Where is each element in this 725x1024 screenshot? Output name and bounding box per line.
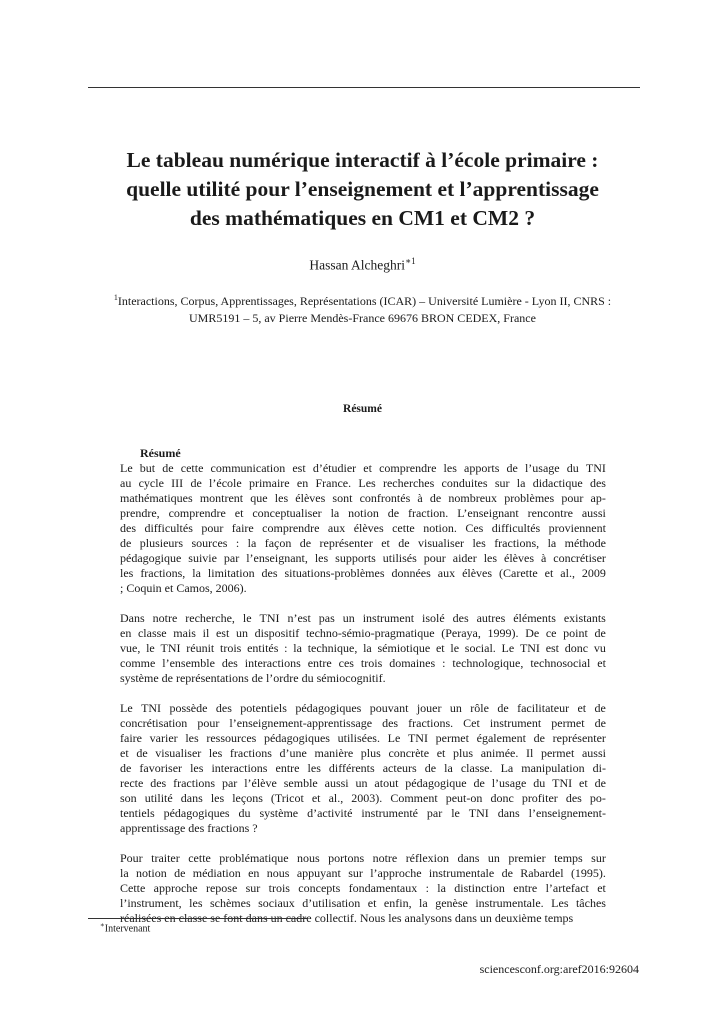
paper-title bbox=[60, 146, 665, 233]
paragraph-line: et de visualiser les fractions d’une manière plus concrète et plus animée. Il permet aussi bbox=[120, 746, 606, 760]
page-identifier: sciencesconf.org:aref2016:92604 bbox=[479, 962, 639, 976]
paragraph-line: Le TNI possède des potentiels pédagogiques pouvant jouer un rôle de facilitateur et de bbox=[120, 701, 606, 715]
paragraph-line: l’instrument, les schèmes sociaux d’utilisation et enfin, la genèse instrumentale. Les tâches bbox=[120, 896, 606, 910]
paragraph-line: ; Coquin et Camos, 2006). bbox=[120, 581, 247, 595]
paragraph-line: système de représentations de l’ordre du sémiocognitif. bbox=[120, 671, 386, 685]
paragraph-line: les fractions, la limitation des situations-problèmes données aux élèves (Carette et al., 2009 bbox=[120, 566, 606, 580]
paragraph-line: faire varier les ressources pédagogiques utilisées. Le TNI permet également de représenter bbox=[120, 731, 606, 745]
paragraph-line: au cycle III de l’école primaire en France. Les recherches conduites sur la didactique des bbox=[120, 476, 606, 490]
paragraph-line: concrétisation pour l’enseignement-apprentissage des fractions. Cet instrument permet de bbox=[120, 716, 606, 730]
title-line: des mathématiques en CM1 et CM2 ? bbox=[189, 206, 536, 230]
header-rule bbox=[88, 87, 640, 88]
abstract bbox=[120, 446, 606, 941]
paragraph-line: réalisées en classe se font dans un cadre collectif. Nous les analysons dans un deuxième temps bbox=[120, 911, 574, 925]
paragraph-line: Cette approche repose sur trois concepts fondamentaux : la distinction entre l’artefact et bbox=[120, 881, 606, 895]
title-line: quelle utilité pour l’enseignement et l’apprentissage bbox=[126, 177, 599, 201]
paragraph-line: Dans notre recherche, le TNI n’est pas un instrument isolé des autres éléments existants bbox=[120, 611, 606, 625]
paragraph-line: de plusieurs sources : la façon de représenter et de visualiser les fractions, la méthode bbox=[120, 536, 606, 550]
affiliation-line: UMR5191 – 5, av Pierre Mendès-France 69676 BRON CEDEX, France bbox=[189, 311, 536, 325]
author-line bbox=[0, 256, 725, 274]
paragraph-line: vue, le TNI réunit trois entités : la technique, la sémiotique et le social. Le TNI est donc vu bbox=[120, 641, 606, 655]
paragraph bbox=[120, 461, 606, 596]
affiliation-line: Interactions, Corpus, Apprentissages, Représentations (ICAR) – Université Lumière - Lyon II, CNRS : bbox=[117, 294, 612, 308]
paragraph-line: mathématiques montrent que les élèves sont confrontés à de nombreux problèmes pour ap- bbox=[120, 491, 606, 505]
paragraph-line: Le but de cette communication est d’étudier et comprendre les apports de l’usage du TNI bbox=[120, 461, 606, 475]
footnote bbox=[100, 921, 150, 934]
section-heading: Résumé bbox=[343, 403, 382, 415]
paragraph-line: apprentissage des fractions ? bbox=[120, 821, 258, 835]
paragraph bbox=[120, 701, 606, 836]
footnote-rule bbox=[88, 918, 308, 919]
paragraph bbox=[120, 611, 606, 686]
paragraph-line: en classe mais il est un dispositif techno-sémio-pragmatique (Peraya, 1999). De ce point de bbox=[120, 626, 606, 640]
paragraph-line: de favoriser les interactions entre les différents acteurs de la classe. La manipulation di- bbox=[120, 761, 606, 775]
paragraph bbox=[120, 851, 606, 926]
author-marks: ∗1 bbox=[404, 256, 416, 266]
paragraph-line: prendre, comprendre et conceptualiser la notion de fraction. L’enseignant rencontre aussi bbox=[120, 506, 606, 520]
footnote-mark: ∗ bbox=[100, 921, 105, 929]
paragraph-line: Pour traiter cette problématique nous portons notre réflexion dans un premier temps sur bbox=[120, 851, 606, 865]
paragraph-line: recte des fractions par l’élève semble aussi un atout pédagogique de l’usage du TNI et de bbox=[120, 776, 606, 790]
paragraph-line: tentiels pédagogiques du système d’activité instrumenté par le TNI dans l’enseignement- bbox=[120, 806, 606, 820]
paragraph-line: comme l’ensemble des interactions entre ces trois domaines : technologique, technosocial et bbox=[120, 656, 606, 670]
abstract-body bbox=[120, 461, 606, 926]
paragraph-line: des difficultés pour faire comprendre aux élèves cette notion. Ces difficultés proviennent bbox=[120, 521, 606, 535]
author-name: Hassan Alcheghri bbox=[309, 257, 405, 273]
footnote-text: Intervenant bbox=[104, 923, 151, 935]
paragraph-line: la notion de médiation en nous appuyant sur l’approche instrumentale de Rabardel (1995). bbox=[120, 866, 606, 880]
paragraph-line: son utilité dans les leçons (Tricot et al., 2003). Comment peut-on donc profiter des po- bbox=[120, 791, 606, 805]
abstract-label: Résumé bbox=[140, 446, 181, 460]
paragraph-line: pédagogique suivie par l’enseignant, les supports utilisés pour aider les élèves à concrétiser bbox=[120, 551, 606, 565]
affiliation bbox=[40, 289, 685, 327]
affiliation-mark: 1 bbox=[113, 293, 118, 302]
title-line: Le tableau numérique interactif à l’école primaire : bbox=[126, 148, 599, 172]
